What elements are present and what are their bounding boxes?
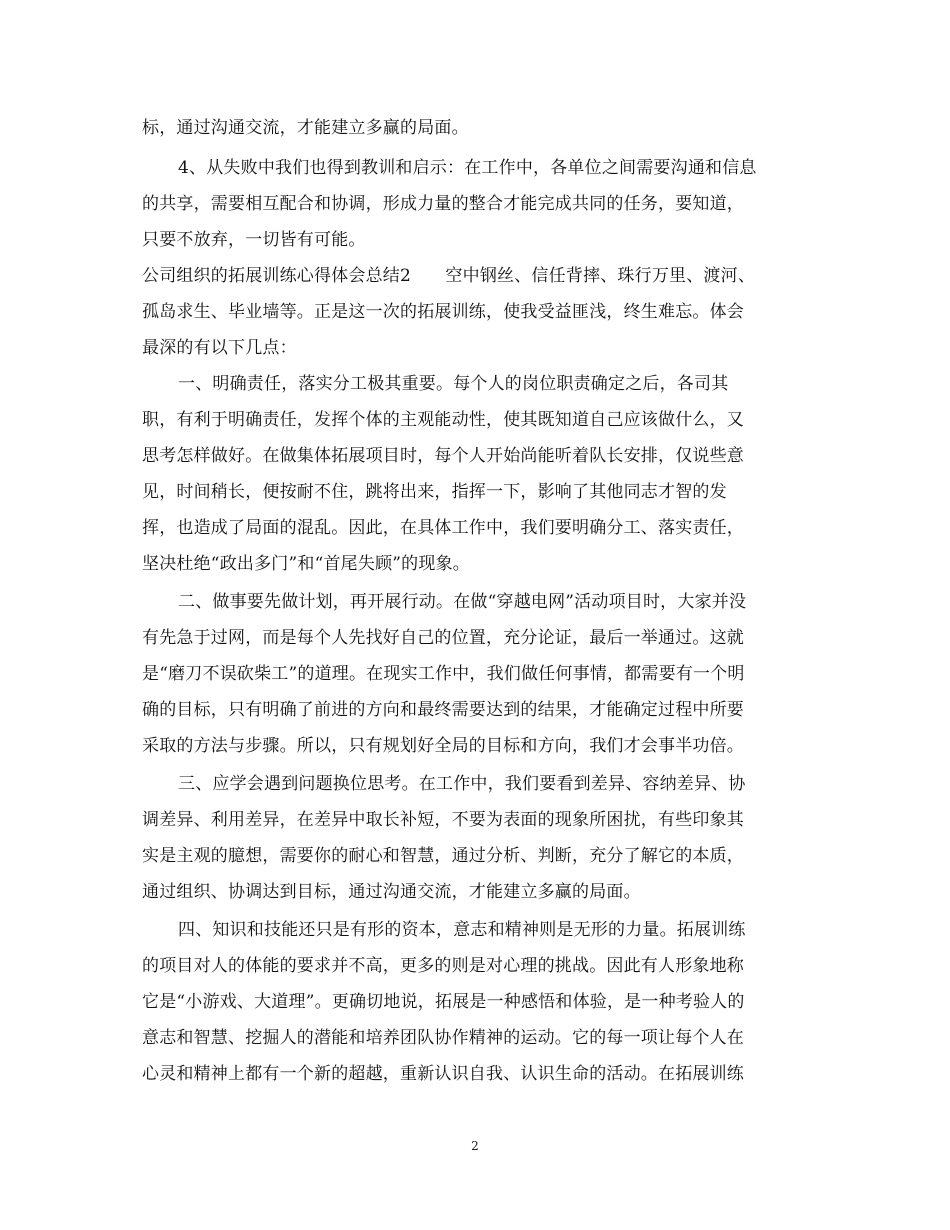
text-line: 四、知识和技能还只是有形的资本，意志和精神则是无形的力量。拓展训练 [178, 920, 746, 940]
text-line: 一、明确责任，落实分工极其重要。每个人的岗位职责确定之后，各司其 [178, 374, 729, 394]
text-line: 心灵和精神上都有一个新的超越，重新认识自我、认识生命的活动。在拓展训练 [142, 1064, 744, 1084]
text-line: 4、从失败中我们也得到教训和启示：在工作中，各单位之间需要沟通和信息 [178, 158, 757, 178]
text-line: 标，通过沟通交流，才能建立多赢的局面。 [142, 118, 469, 138]
text-line: 采取的方法与步骤。所以，只有规划好全局的目标和方向，我们才会事半功倍。 [142, 736, 744, 756]
text-line: 实是主观的臆想，需要你的耐心和智慧，通过分析、判断，充分了解它的本质， [142, 846, 744, 866]
text-line: 意志和智慧、挖掘人的潜能和培养团队协作精神的运动。它的每一项让每个人在 [142, 1028, 744, 1048]
text-line: 的共享，需要相互配合和协调，形成力量的整合才能完成共同的任务，要知道， [142, 194, 744, 214]
text-line: 孤岛求生、毕业墙等。正是这一次的拓展训练，使我受益匪浅，终生难忘。体会 [142, 302, 744, 322]
text-line: 思考怎样做好。在做集体拓展项目时，每个人开始尚能听着队长安排，仅说些意 [142, 446, 744, 466]
text-line: 见，时间稍长，便按耐不住，跳将出来，指挥一下，影响了其他同志才智的发 [142, 482, 727, 502]
text-line: 调差异、利用差异，在差异中取长补短，不要为表面的现象所困扰，有些印象其 [142, 810, 744, 830]
text-line: 确的目标，只有明确了前进的方向和最终需要达到的结果，才能确定过程中所要 [142, 700, 744, 720]
text-line: 是“磨刀不误砍柴工”的道理。在现实工作中，我们做任何事情，都需要有一个明 [142, 664, 745, 684]
text-line: 它是“小游戏、大道理”。更确切地说，拓展是一种感悟和体验，是一种考验人的 [142, 992, 745, 1012]
text-line: 公司组织的拓展训练心得体会总结2 空中钢丝、信任背摔、珠行万里、渡河、 [142, 266, 756, 286]
text-line: 只要不放弃，一切皆有可能。 [142, 230, 366, 250]
text-line: 三、应学会遇到问题换位思考。在工作中，我们要看到差异、容纳差异、协 [178, 774, 746, 794]
text-line: 二、做事要先做计划，再开展行动。在做“穿越电网”活动项目时，大家并没 [178, 592, 747, 612]
page-number: 2 [471, 1139, 479, 1153]
text-line: 最深的有以下几点： [142, 338, 297, 358]
text-line: 有先急于过网，而是每个人先找好自己的位置，充分论证，最后一举通过。这就 [142, 628, 744, 648]
text-line: 坚决杜绝“政出多门”和“首尾失顾”的现象。 [142, 554, 470, 574]
text-line: 通过组织、协调达到目标，通过沟通交流，才能建立多赢的局面。 [142, 882, 641, 902]
text-line: 的项目对人的体能的要求并不高，更多的则是对心理的挑战。因此有人形象地称 [142, 956, 744, 976]
text-line: 职，有利于明确责任，发挥个体的主观能动性，使其既知道自己应该做什么，又 [142, 410, 744, 430]
text-line: 挥，也造成了局面的混乱。因此，在具体工作中，我们要明确分工、落实责任， [142, 518, 744, 538]
